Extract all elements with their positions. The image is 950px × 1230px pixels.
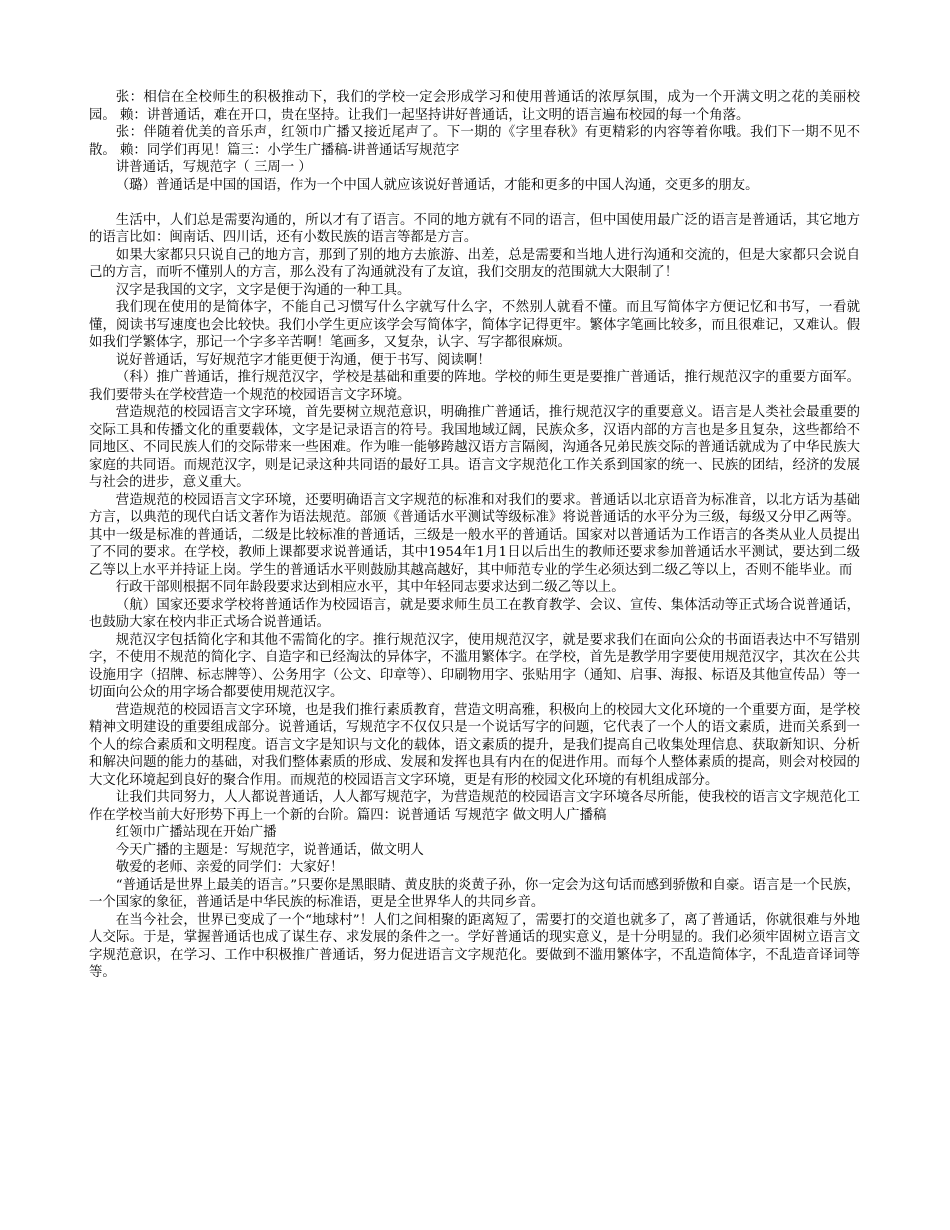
paragraph: （航）国家还要求学校将普通话作为校园语言，就是要求师生员工在教育教学、会议、宣传、集体活动等正式场合说普通话，也鼓励大家在校内非正式场合说普通话。	[89, 597, 860, 630]
paragraph: 我们现在使用的是简体字，不能自己习惯写什么字就写什么字，不然别人就看不懂。而且写简体字方便记忆和书写，一看就懂，阅读书写速度也会比较快。我们小学生更应该学会写简体字，简体字记得更牢。繁体字笔画比较多，而且很难记，又难认。假如我们学繁体字，那记一个字多辛苦啊！笔画多，又复杂，认字、写字都很麻烦。	[89, 300, 860, 350]
paragraph: 行政干部则根据不同年龄段要求达到相应水平，其中年轻同志要求达到二级乙等以上。	[115, 580, 625, 595]
document-body	[89, 89, 860, 982]
paragraph: “普通话是世界上最美的语言。”只要你是黑眼睛、黄皮肤的炎黄子孙，你一定会为这句话而感到骄傲和自豪。语言是一个民族，一个国家的象征，普通话是中华民族的标准语，更是全世界华人的共同乡音。	[89, 877, 860, 910]
paragraph: 张：相信在全校师生的积极推动下，我们的学校一定会形成学习和使用普通话的浓厚氛围，成为一个开满文明之花的美丽校园。 赖：讲普通话，难在开口，贵在坚持。让我们一起坚持讲好普通话，让文明的语言遍布校园的每一个角落。	[89, 90, 860, 123]
paragraph: 规范汉字包括简化字和其他不需简化的字。推行规范汉字，使用规范汉字，就是要求我们在面向公众的书面语表达中不写错别字，不使用不规范的简化字、自造字和已经淘汰的异体字，不滥用繁体字。在学校，首先是教学用字要使用规范汉字，其次在公共设施用字（招牌、标志牌等）、公务用字（公文、印章等）、印刷物用字、张贴用字（通知、启事、海报、标语及其他宣传品）等一切面向公众的用字场合都要使用规范汉字。	[89, 632, 860, 700]
paragraph: 让我们共同努力，人人都说普通话，人人都写规范字，为营造规范的校园语言文字环境各尽所能，使我校的语言文字规范化工作在学校当前大好形势下再上一个新的台阶。篇四：说普通话 写规范字 做文明人广播稿	[89, 790, 860, 823]
paragraph: 在当今社会，世界已变成了一个“地球村”！人们之间相聚的距离短了，需要打的交道也就多了，离了普通话，你就很难与外地人交际。于是，掌握普通话也成了谋生存、求发展的条件之一。学好普通话的现实意义，是十分明显的。我们必须牢固树立语言文字规范意识，在学习、工作中积极推广普通话，努力促进语言文字规范化。要做到不滥用繁体字，不乱造简体字，不乱造音译词等等。	[89, 912, 860, 980]
paragraph: 营造规范的校园语言文字环境，首先要树立规范意识，明确推广普通话，推行规范汉字的重要意义。语言是人类社会最重要的交际工具和传播文化的重要载体，文字是记录语言的符号。我国地域辽阔，民族众多，汉语内部的方言也是多且复杂，这些都给不同地区、不同民族人们的交际带来一些困难。作为唯一能够跨越汉语方言隔阂，沟通各兄弟民族交际的普通话就成为了中华民族大家庭的共同语。而规范汉字，则是记录这种共同语的最好工具。语言文字规范化工作关系到国家的统一、民族的团结，经济的发展与社会的进步，意义重大。	[89, 405, 860, 490]
section-heading: 讲普通话，写规范字（ 三周一 ）	[115, 160, 312, 175]
paragraph: 张：伴随着优美的音乐声，红领巾广播又接近尾声了。下一期的《字里春秋》有更精彩的内容等着你哦。我们下一期不见不散。 赖：同学们再见！篇三：小学生广播稿-讲普通话写规范字	[89, 125, 860, 158]
paragraph: 生活中，人们总是需要沟通的，所以才有了语言。不同的地方就有不同的语言，但中国使用最广泛的语言是普通话，其它地方的语言比如：闽南话、四川话，还有小数民族的语言等都是方言。	[89, 212, 860, 245]
paragraph: 汉字是我国的文字，文字是便于沟通的一种工具。	[115, 282, 411, 298]
paragraph: 今天广播的主题是：写规范字，说普通话，做文明人	[115, 842, 424, 858]
paragraph: （璐）普通话是中国的国语，作为一个中国人就应该说好普通话，才能和更多的中国人沟通，交更多的朋友。	[115, 177, 759, 193]
paragraph: 营造规范的校园语言文字环境，还要明确语言文字规范的标准和对我们的要求。普通话以北京语音为标准音，以北方话为基础方言，以典范的现代白话文著作为语法规范。部颁《普通话水平测试等级标准》将说普通话的水平分为三级，每级又分甲乙两等。其中一级是标准的普通话，二级是比较标准的普通话，三级是一般水平的普通话。国家对以普通话为工作语言的各类从业人员提出了不同的要求。在学校，教师上课都要求说普通话，其中1954年1月1日以后出生的教师还要求参加普通话水平测试，要达到二级乙等以上水平并持证上岗。学生的普通话水平则鼓励其越高越好，其中师范专业的学生必须达到二级乙等以上，否则不能毕业。而	[89, 492, 860, 578]
paragraph: 说好普通话，写好规范字才能更便于沟通，便于书写、阅读啊！	[115, 352, 491, 368]
paragraph: （科）推广普通话，推行规范汉字，学校是基础和重要的阵地。学校的师生更是要推广普通话，推行规范汉字的重要方面军。我们要带头在学校营造一个规范的校园语言文字环境。	[89, 370, 860, 403]
paragraph: 营造规范的校园语言文字环境，也是我们推行素质教育，营造文明高雅，积极向上的校园大文化环境的一个重要方面，是学校精神文明建设的重要组成部分。说普通话，写规范字不仅仅只是一个说话写字的问题，它代表了一个人的语文素质，进而关系到一个人的综合素质和文明程度。语言文字是知识与文化的载体，语文素质的提升，是我们提高自己收集处理信息、获取新知识、分析和解决问题的能力的基础，对我们整体素质的形成、发展和发挥也具有内在的促进作用。而每个人整体素质的提高，则会对校园的大文化环境起到良好的聚合作用。而规范的校园语言文字环境，更是有形的校园文化环境的有机组成部分。	[89, 702, 860, 788]
paragraph: 红领巾广播站现在开始广播	[115, 825, 277, 840]
greeting: 敬爱的老师、亲爱的同学们：大家好！	[115, 860, 344, 875]
paragraph: 如果大家都只只说自己的地方言，那到了别的地方去旅游、出差，总是需要和当地人进行沟通和交流的，但是大家都只会说自己的方言，而听不懂别人的方言，那么没有了沟通就没有了友谊，我们交朋友的范围就大大限制了！	[89, 247, 860, 280]
